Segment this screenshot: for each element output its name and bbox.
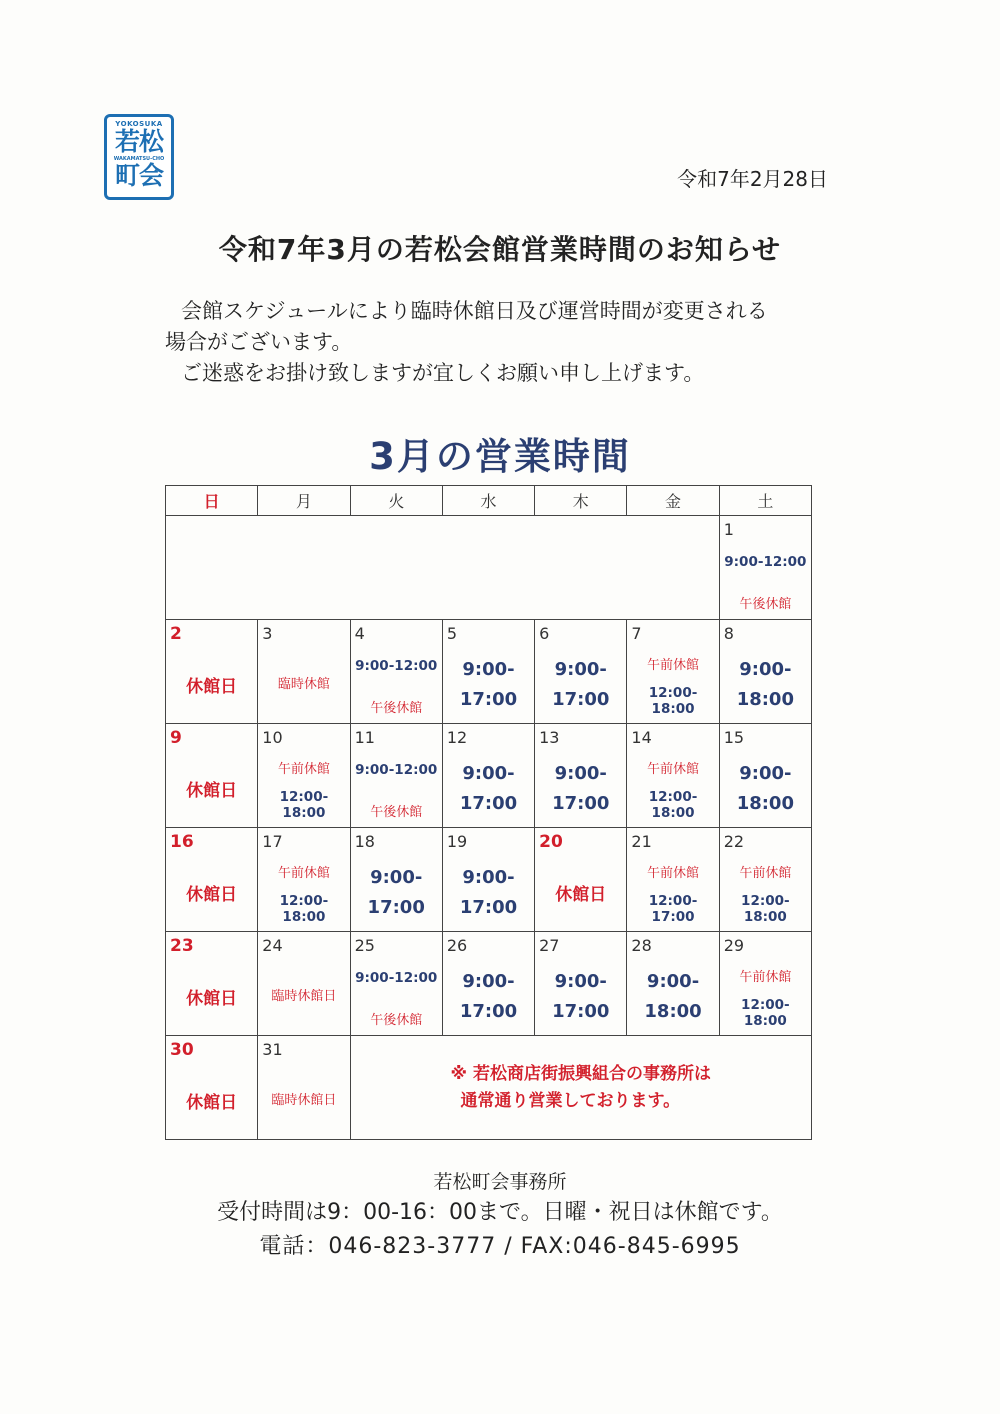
day-hours: 12:00-18:00 — [648, 789, 698, 821]
weekday-wed: 水 — [442, 486, 534, 516]
day-hours-end: 18:00 — [736, 792, 794, 814]
day-cell-18 — [350, 828, 442, 932]
day-cell-30 — [166, 1036, 258, 1140]
day-number: 14 — [631, 728, 652, 747]
day-number: 16 — [170, 832, 194, 852]
day-hours-start: 9:00- — [370, 866, 423, 888]
day-cell-9 — [166, 724, 258, 828]
intro-text — [165, 296, 845, 389]
day-note: 午前休館 — [647, 762, 700, 777]
day-cell-10 — [258, 724, 350, 828]
day-cell-8 — [719, 620, 811, 724]
day-hours-start: 9:00- — [462, 658, 515, 680]
calendar-week-6 — [166, 1036, 812, 1140]
closed-label: 休館日 — [186, 885, 238, 905]
issue-date: 令和7年2月28日 — [677, 167, 828, 191]
empty-cell — [166, 516, 720, 620]
weekday-tue: 火 — [350, 486, 442, 516]
day-note: 午後休館 — [370, 701, 423, 716]
day-hours-end: 17:00 — [459, 688, 518, 710]
day-hours-end: 18:00 — [644, 1000, 702, 1022]
day-number: 21 — [631, 832, 652, 851]
day-hours: 9:00-12:00 — [355, 970, 438, 986]
day-note: 午前休館 — [647, 866, 700, 881]
day-hours-start: 9:00- — [462, 866, 515, 888]
day-note: 午前休館 — [739, 866, 792, 881]
day-number: 23 — [170, 936, 194, 956]
day-number: 13 — [539, 728, 560, 747]
logo-mid-text: WAKAMATSU-CHO — [113, 156, 165, 162]
day-number: 31 — [262, 1040, 283, 1059]
intro-line-2: 場合がございます。 — [165, 330, 353, 354]
contact-info: 電話：046-823-3777 / FAX:046-845-6995 — [259, 1234, 741, 1259]
page-title: 令和7年3月の若松会館営業時間のお知らせ — [218, 233, 782, 266]
day-cell-3 — [258, 620, 350, 724]
day-cell-11 — [350, 724, 442, 828]
day-number: 6 — [539, 624, 550, 643]
day-hours-start: 9:00- — [554, 762, 607, 784]
day-hours: 9:00-12:00 — [355, 762, 438, 778]
day-number: 10 — [262, 728, 283, 747]
day-note: 臨時休館日 — [271, 988, 337, 1004]
day-number: 15 — [723, 728, 745, 747]
weekday-mon: 月 — [258, 486, 350, 516]
weekday-thu: 木 — [535, 486, 627, 516]
day-note: 午前休館 — [277, 762, 330, 777]
day-cell-28 — [627, 932, 719, 1036]
day-number: 19 — [446, 832, 468, 851]
calendar-week-3 — [166, 724, 812, 828]
logo-line1: 若松 — [114, 127, 163, 156]
day-number: 26 — [446, 936, 468, 955]
day-cell-20 — [535, 828, 627, 932]
day-note: 午後休館 — [739, 597, 792, 612]
day-cell-21 — [627, 828, 719, 932]
day-number: 9 — [170, 728, 182, 748]
day-cell-7 — [627, 620, 719, 724]
day-cell-4 — [350, 620, 442, 724]
day-note: 臨時休館 — [277, 676, 330, 692]
day-hours-start: 9:00- — [739, 762, 792, 784]
intro-line-1: 会館スケジュールにより臨時休館日及び運営時間が変更される — [181, 299, 768, 323]
day-hours-end: 17:00 — [367, 896, 425, 918]
logo-top-text: YOKOSUKA — [115, 120, 163, 128]
day-hours: 9:00-12:00 — [355, 658, 438, 674]
day-hours-end: 17:00 — [552, 792, 610, 814]
day-note: 午後休館 — [370, 805, 423, 820]
day-hours-start: 9:00- — [646, 970, 700, 992]
day-hours-start: 9:00- — [554, 970, 607, 992]
day-hours-start: 9:00- — [739, 658, 792, 680]
day-cell-16 — [166, 828, 258, 932]
closed-label: 休館日 — [186, 781, 238, 801]
day-hours: 12:00-18:00 — [648, 685, 698, 717]
calendar-title: 3月の営業時間 — [369, 435, 631, 478]
day-cell-31 — [258, 1036, 350, 1140]
day-number: 30 — [170, 1040, 194, 1060]
day-hours-start: 9:00- — [462, 970, 515, 992]
notice-line-2: 通常通り営業しております。 — [460, 1090, 681, 1111]
weekday-sun: 日 — [166, 486, 258, 516]
weekday-fri: 金 — [627, 486, 719, 516]
day-hours-end: 17:00 — [552, 1000, 610, 1022]
day-number: 29 — [723, 936, 745, 955]
calendar-week-2 — [166, 620, 812, 724]
day-number: 24 — [262, 936, 283, 955]
intro-line-3: ご迷惑をお掛け致しますが宜しくお願い申し上げます。 — [181, 361, 705, 385]
day-cell-17 — [258, 828, 350, 932]
day-hours-end: 17:00 — [459, 792, 518, 814]
day-cell-5 — [442, 620, 534, 724]
day-cell-12 — [442, 724, 534, 828]
closed-label: 休館日 — [555, 885, 607, 905]
day-note: 午前休館 — [277, 866, 330, 881]
day-number: 25 — [354, 936, 375, 955]
day-number: 1 — [723, 520, 734, 539]
calendar-week-1 — [166, 516, 812, 620]
day-hours-end: 18:00 — [736, 688, 794, 710]
closed-label: 休館日 — [186, 1093, 238, 1113]
day-cell-14 — [627, 724, 719, 828]
day-cell-22 — [719, 828, 811, 932]
day-hours-end: 17:00 — [459, 1000, 518, 1022]
reception-hours: 受付時間は9：00-16：00まで。日曜・祝日は休館です。 — [217, 1200, 783, 1225]
day-cell-19 — [442, 828, 534, 932]
day-hours: 12:00-18:00 — [279, 789, 329, 821]
day-number: 8 — [723, 624, 734, 643]
day-hours: 9:00-12:00 — [724, 554, 807, 570]
day-note: 午後休館 — [370, 1013, 423, 1028]
logo-line2: 町会 — [114, 161, 163, 190]
day-cell-27 — [535, 932, 627, 1036]
day-hours-start: 9:00- — [554, 658, 607, 680]
footer — [0, 1168, 1000, 1264]
day-hours-end: 17:00 — [552, 688, 610, 710]
day-number: 17 — [262, 832, 283, 851]
day-number: 7 — [631, 624, 642, 643]
closed-label: 休館日 — [186, 989, 238, 1009]
day-cell-23 — [166, 932, 258, 1036]
office-notice — [451, 1061, 711, 1115]
day-number: 2 — [170, 624, 182, 644]
calendar-week-5 — [166, 932, 812, 1036]
day-number: 4 — [354, 624, 365, 643]
hours-calendar — [165, 485, 812, 1140]
wakamatsu-logo — [104, 114, 174, 200]
closed-label: 休館日 — [186, 677, 238, 697]
office-name: 若松町会事務所 — [433, 1171, 567, 1193]
weekday-sat: 土 — [719, 486, 811, 516]
day-number: 18 — [354, 832, 375, 851]
day-cell-26 — [442, 932, 534, 1036]
day-cell-6 — [535, 620, 627, 724]
day-hours: 12:00-18:00 — [279, 893, 329, 925]
notice-cell — [350, 1036, 811, 1140]
day-hours: 12:00-17:00 — [648, 893, 698, 925]
day-number: 3 — [262, 624, 273, 643]
day-number: 11 — [354, 728, 375, 747]
day-cell-13 — [535, 724, 627, 828]
weekday-header-row — [166, 486, 812, 516]
day-cell-2 — [166, 620, 258, 724]
day-note: 午前休館 — [647, 658, 700, 673]
day-cell-24 — [258, 932, 350, 1036]
calendar-week-4 — [166, 828, 812, 932]
day-hours: 12:00-18:00 — [741, 997, 790, 1029]
day-note: 臨時休館日 — [271, 1092, 337, 1108]
day-hours-end: 17:00 — [459, 896, 518, 918]
day-cell-15 — [719, 724, 811, 828]
day-cell-1 — [719, 516, 811, 620]
day-cell-29 — [719, 932, 811, 1036]
day-hours: 12:00-18:00 — [741, 893, 790, 925]
notice-line-1: ※ 若松商店街振興組合の事務所は — [450, 1063, 711, 1084]
day-cell-25 — [350, 932, 442, 1036]
day-number: 27 — [539, 936, 560, 955]
day-number: 20 — [539, 832, 563, 852]
day-hours-start: 9:00- — [462, 762, 515, 784]
day-number: 22 — [723, 832, 745, 851]
day-number: 28 — [631, 936, 652, 955]
day-number: 5 — [446, 624, 458, 643]
day-number: 12 — [446, 728, 468, 747]
day-note: 午前休館 — [739, 970, 792, 985]
